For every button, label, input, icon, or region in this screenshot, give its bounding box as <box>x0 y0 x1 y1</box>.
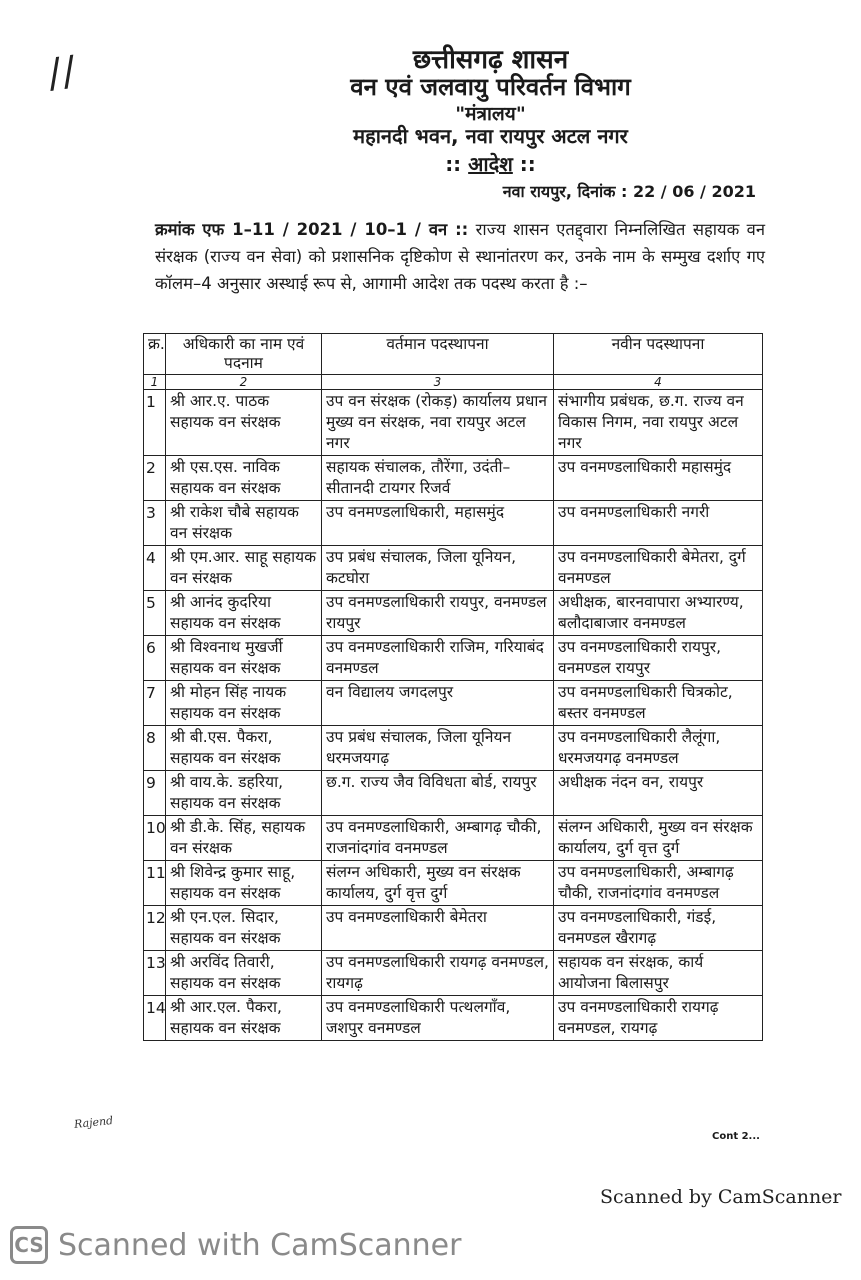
column-number: 4 <box>554 375 763 390</box>
current-posting-cell: उप वनमण्डलाधिकारी राजिम, गरियाबंद वनमण्डल <box>322 636 554 681</box>
new-posting-cell: उप वनमण्डलाधिकारी, गंडई, वनमण्डल खैरागढ़ <box>554 906 763 951</box>
table-row <box>144 906 763 951</box>
new-posting-cell: संलग्न अधिकारी, मुख्य वन संरक्षक कार्यालय, दुर्ग वृत्त दुर्ग <box>554 816 763 861</box>
header-officer: अधिकारी का नाम एवं पदनाम <box>166 334 322 375</box>
current-posting-cell: उप वनमण्डलाधिकारी पत्थलगाँव, जशपुर वनमण्डल <box>322 996 554 1041</box>
current-posting-cell: उप वन संरक्षक (रोकड़) कार्यालय प्रधान मुख्य वन संरक्षक, नवा रायपुर अटल नगर <box>322 390 554 456</box>
table-row <box>144 951 763 996</box>
officer-cell: श्री आर.एल. पैकरा, सहायक वन संरक्षक <box>166 996 322 1041</box>
serial-cell: 4 <box>144 546 166 591</box>
officer-cell: श्री आर.ए. पाठक सहायक वन संरक्षक <box>166 390 322 456</box>
table-header-row <box>144 334 763 375</box>
officer-cell: श्री शिवेन्द्र कुमार साहू, सहायक वन संरक्षक <box>166 861 322 906</box>
table-row <box>144 726 763 771</box>
order-paragraph <box>155 216 765 297</box>
camscanner-watermark <box>10 1225 461 1265</box>
new-posting-cell: उप वनमण्डलाधिकारी नगरी <box>554 501 763 546</box>
current-posting-cell: उप वनमण्डलाधिकारी बेमेतरा <box>322 906 554 951</box>
new-posting-cell: संभागीय प्रबंधक, छ.ग. राज्य वन विकास निगम, नवा रायपुर अटल नगर <box>554 390 763 456</box>
new-posting-cell: उप वनमण्डलाधिकारी लैलूंगा, धरमजयगढ़ वनमण्डल <box>554 726 763 771</box>
header-current-posting: वर्तमान पदस्थापना <box>322 334 554 375</box>
serial-cell: 9 <box>144 771 166 816</box>
new-posting-cell: सहायक वन संरक्षक, कार्य आयोजना बिलासपुर <box>554 951 763 996</box>
new-posting-cell: उप वनमण्डलाधिकारी चित्रकोट, बस्तर वनमण्डल <box>554 681 763 726</box>
officer-cell: श्री एम.आर. साहू सहायक वन संरक्षक <box>166 546 322 591</box>
initials-signature: Rajend <box>73 1113 114 1132</box>
new-posting-cell: अधीक्षक नंदन वन, रायपुर <box>554 771 763 816</box>
serial-cell: 1 <box>144 390 166 456</box>
camscanner-logo-icon: CS <box>10 1226 48 1264</box>
current-posting-cell: छ.ग. राज्य जैव विविधता बोर्ड, रायपुर <box>322 771 554 816</box>
serial-cell: 5 <box>144 591 166 636</box>
current-posting-cell: उप वनमण्डलाधिकारी, महासमुंद <box>322 501 554 546</box>
column-number: 2 <box>166 375 322 390</box>
current-posting-cell: उप वनमण्डलाधिकारी रायगढ़ वनमण्डल, रायगढ़ <box>322 951 554 996</box>
transfer-table <box>143 333 763 1041</box>
serial-cell: 14 <box>144 996 166 1041</box>
serial-cell: 12 <box>144 906 166 951</box>
officer-cell: श्री आनंद कुदरिया सहायक वन संरक्षक <box>166 591 322 636</box>
order-body: राज्य शासन एतद्द्वारा निम्नलिखित सहायक वन संरक्षक (राज्य वन सेवा) को प्रशासनिक दृष्टिकोण से स्थानांतरण कर, उनके नाम के सम्मुख दर्शाए गए कॉलम–4 अनुसार अस्थाई रूप से, आगामी आदेश तक पदस्थ करता है :– <box>155 220 765 293</box>
serial-cell: 6 <box>144 636 166 681</box>
new-posting-cell: अधीक्षक, बारनवापारा अभ्यारण्य, बलौदाबाजार वनमण्डल <box>554 591 763 636</box>
table-row <box>144 591 763 636</box>
current-posting-cell: उप वनमण्डलाधिकारी रायपुर, वनमण्डल रायपुर <box>322 591 554 636</box>
serial-cell: 10 <box>144 816 166 861</box>
officer-cell: श्री बी.एस. पैकरा, सहायक वन संरक्षक <box>166 726 322 771</box>
order-reference: क्रमांक एफ 1–11 / 2021 / 10–1 / वन :: <box>155 220 469 239</box>
officer-cell: श्री एस.एस. नाविक सहायक वन संरक्षक <box>166 456 322 501</box>
officer-cell: श्री वाय.के. डहरिया, सहायक वन संरक्षक <box>166 771 322 816</box>
header-serial: क्र. <box>144 334 166 375</box>
handwritten-mark: / / <box>44 48 73 98</box>
officer-cell: श्री एन.एल. सिदार, सहायक वन संरक्षक <box>166 906 322 951</box>
new-posting-cell: उप वनमण्डलाधिकारी बेमेतरा, दुर्ग वनमण्डल <box>554 546 763 591</box>
table-row <box>144 816 763 861</box>
table-row <box>144 390 763 456</box>
table-row <box>144 456 763 501</box>
current-posting-cell: उप प्रबंध संचालक, जिला यूनियन धरमजयगढ़ <box>322 726 554 771</box>
current-posting-cell: उप प्रबंध संचालक, जिला यूनियन, कटघोरा <box>322 546 554 591</box>
serial-cell: 7 <box>144 681 166 726</box>
table-row <box>144 636 763 681</box>
officer-cell: श्री अरविंद तिवारी, सहायक वन संरक्षक <box>166 951 322 996</box>
serial-cell: 3 <box>144 501 166 546</box>
table-row <box>144 861 763 906</box>
serial-cell: 13 <box>144 951 166 996</box>
table-row <box>144 996 763 1041</box>
officer-cell: श्री मोहन सिंह नायक सहायक वन संरक्षक <box>166 681 322 726</box>
new-posting-cell: उप वनमण्डलाधिकारी, अम्बागढ़ चौकी, राजनांदगांव वनमण्डल <box>554 861 763 906</box>
department-title: वन एवं जलवायु परिवर्तन विभाग <box>350 73 631 101</box>
current-posting-cell: सहायक संचालक, तौरेंगा, उदंती–सीतानदी टायगर रिजर्व <box>322 456 554 501</box>
address-line: महानदी भवन, नवा रायपुर अटल नगर <box>353 124 628 148</box>
dateline: नवा रायपुर, दिनांक : 22 / 06 / 2021 <box>502 182 756 201</box>
camscanner-text: Scanned with CamScanner <box>58 1227 462 1263</box>
government-title: छत्तीसगढ़ शासन <box>412 45 569 75</box>
table-body <box>144 390 763 1041</box>
order-heading: :: आदेश :: <box>445 152 536 176</box>
table-row <box>144 501 763 546</box>
serial-cell: 8 <box>144 726 166 771</box>
table-row <box>144 771 763 816</box>
table-row <box>144 681 763 726</box>
ministry-title: "मंत्रालय" <box>455 103 526 125</box>
serial-cell: 2 <box>144 456 166 501</box>
table-row <box>144 546 763 591</box>
new-posting-cell: उप वनमण्डलाधिकारी रायगढ़ वनमण्डल, रायगढ़ <box>554 996 763 1041</box>
new-posting-cell: उप वनमण्डलाधिकारी रायपुर, वनमण्डल रायपुर <box>554 636 763 681</box>
column-number: 3 <box>322 375 554 390</box>
new-posting-cell: उप वनमण्डलाधिकारी महासमुंद <box>554 456 763 501</box>
header-new-posting: नवीन पदस्थापना <box>554 334 763 375</box>
scanned-by-label: Scanned by CamScanner <box>600 1186 842 1208</box>
column-number: 1 <box>144 375 166 390</box>
current-posting-cell: उप वनमण्डलाधिकारी, अम्बागढ़ चौकी, राजनांदगांव वनमण्डल <box>322 816 554 861</box>
serial-cell: 11 <box>144 861 166 906</box>
continued-note: Cont 2... <box>712 1131 760 1142</box>
current-posting-cell: वन विद्यालय जगदलपुर <box>322 681 554 726</box>
officer-cell: श्री डी.के. सिंह, सहायक वन संरक्षक <box>166 816 322 861</box>
officer-cell: श्री विश्वनाथ मुखर्जी सहायक वन संरक्षक <box>166 636 322 681</box>
column-number-row <box>144 375 763 390</box>
officer-cell: श्री राकेश चौबे सहायक वन संरक्षक <box>166 501 322 546</box>
current-posting-cell: संलग्न अधिकारी, मुख्य वन संरक्षक कार्यालय, दुर्ग वृत्त दुर्ग <box>322 861 554 906</box>
